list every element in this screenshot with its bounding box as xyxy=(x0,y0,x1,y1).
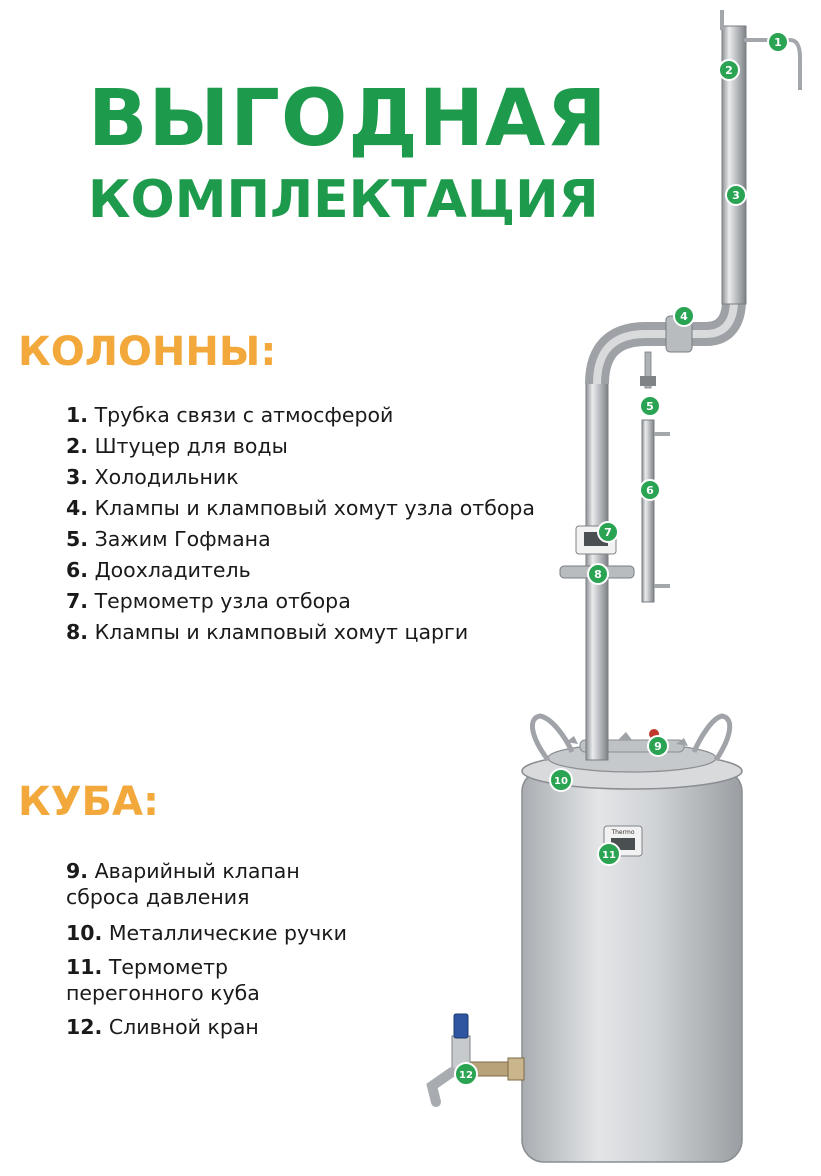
item-text: Сливной кран xyxy=(108,1015,259,1039)
hofmann-clamp xyxy=(640,376,656,386)
item-text: Термометр xyxy=(108,955,229,979)
badge-12 xyxy=(455,1063,477,1085)
item-text: Аварийный клапан xyxy=(94,859,300,883)
item-number: 2. xyxy=(66,434,89,458)
item-text: Доохладитель xyxy=(94,558,251,582)
svg-text:12: 12 xyxy=(459,1070,473,1081)
item-number: 4. xyxy=(66,496,89,520)
badge-6 xyxy=(640,480,660,500)
item-number: 12. xyxy=(66,1015,103,1039)
badge-4 xyxy=(674,306,694,326)
item-text: Холодильник xyxy=(94,465,239,489)
kettle-section-heading: КУБА: xyxy=(18,779,159,825)
item-number: 7. xyxy=(66,589,89,613)
badge-5 xyxy=(640,396,660,416)
item-text: Клампы и кламповый хомут узла отбора xyxy=(94,496,535,520)
svg-text:5: 5 xyxy=(646,400,654,413)
svg-text:4: 4 xyxy=(680,310,688,323)
title-line-1: ВЫГОДНАЯ xyxy=(88,74,608,164)
item-text: Клампы и кламповый хомут царги xyxy=(94,620,469,644)
item-number: 6. xyxy=(66,558,89,582)
item-number: 11. xyxy=(66,955,103,979)
drain-tap xyxy=(432,1014,524,1102)
svg-text:3: 3 xyxy=(732,189,740,202)
item-number: 1. xyxy=(66,403,89,427)
svg-text:8: 8 xyxy=(594,568,602,581)
item-text: сброса давления xyxy=(66,885,250,909)
item-number: 10. xyxy=(66,921,103,945)
badge-2 xyxy=(719,60,739,80)
column-section-heading: КОЛОННЫ: xyxy=(18,329,277,375)
item-text: Штуцер для воды xyxy=(94,434,288,458)
item-text: Термометр узла отбора xyxy=(94,589,351,613)
badge-7 xyxy=(598,522,618,542)
thermometer-brand: Thermo xyxy=(611,829,635,836)
item-number: 8. xyxy=(66,620,89,644)
svg-text:9: 9 xyxy=(654,740,662,753)
svg-text:10: 10 xyxy=(554,776,568,787)
item-number: 5. xyxy=(66,527,89,551)
item-number: 9. xyxy=(66,859,89,883)
badge-9 xyxy=(648,736,668,756)
svg-text:1: 1 xyxy=(774,36,782,49)
badge-11 xyxy=(598,843,620,865)
badge-8 xyxy=(588,564,608,584)
badge-1 xyxy=(768,32,788,52)
item-text: Зажим Гофмана xyxy=(94,527,271,551)
kettle-tank xyxy=(522,740,742,1162)
atmosphere-tube xyxy=(720,10,724,30)
wing-nut-icon xyxy=(618,732,632,740)
item-text: перегонного куба xyxy=(66,981,260,1005)
svg-text:11: 11 xyxy=(602,850,616,861)
svg-text:7: 7 xyxy=(604,526,612,539)
svg-text:2: 2 xyxy=(725,64,733,77)
aftercooler xyxy=(642,420,654,602)
title-line-2: КОМПЛЕКТАЦИЯ xyxy=(88,170,599,230)
item-text: Металлические ручки xyxy=(108,921,347,945)
badge-3 xyxy=(726,185,746,205)
badge-10 xyxy=(550,769,572,791)
svg-text:6: 6 xyxy=(646,484,654,497)
item-text: Трубка связи с атмосферой xyxy=(94,403,394,427)
item-number: 3. xyxy=(66,465,89,489)
